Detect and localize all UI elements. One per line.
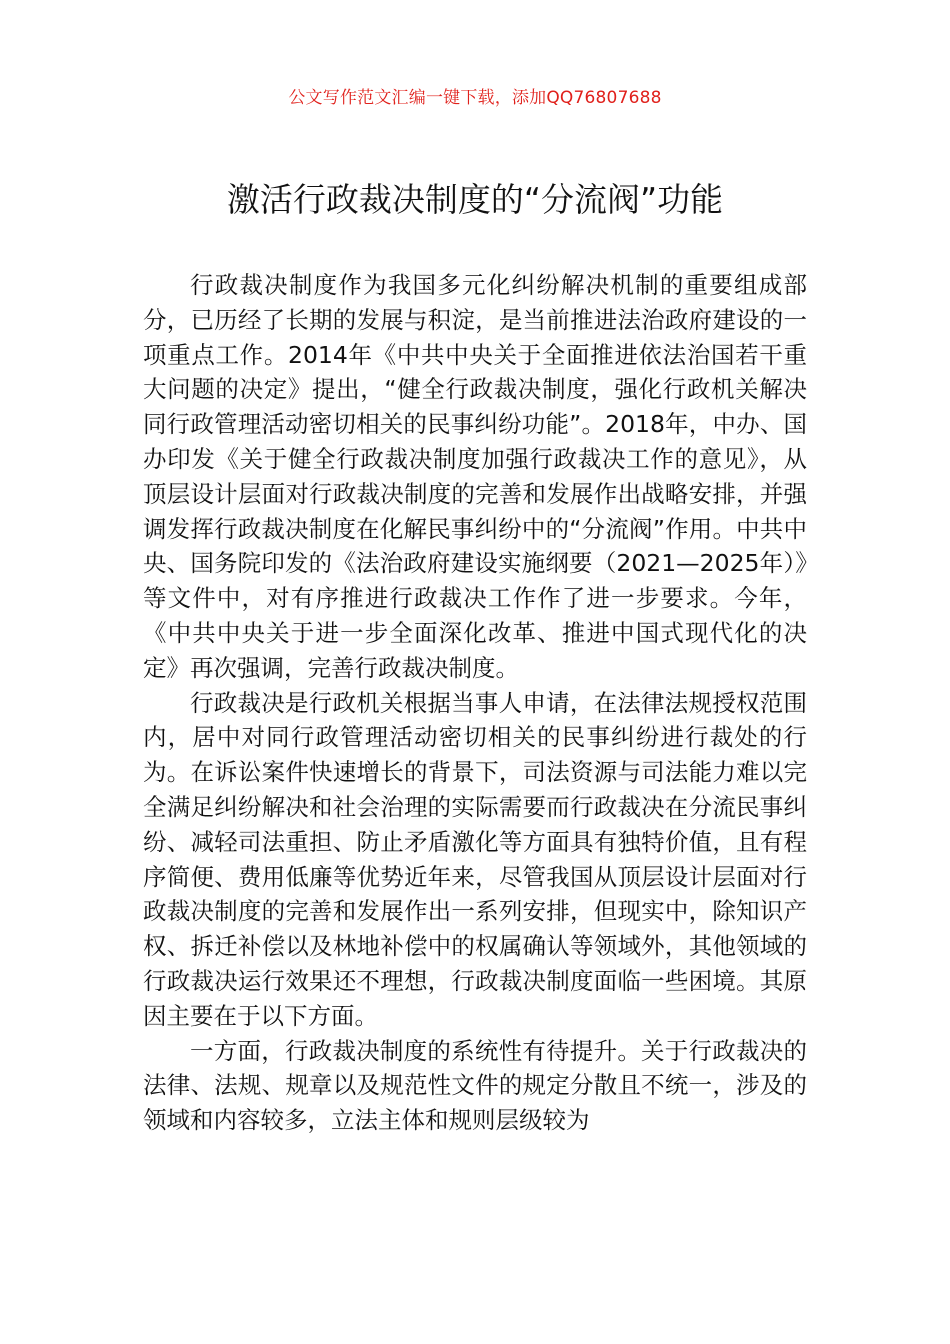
body-paragraph-1: 行政裁决制度作为我国多元化纠纷解决机制的重要组成部分，已历经了长期的发展与积淀，是当前推进法治政府建设的一项重点工作。2014年《中共中央关于全面推进依法治国若干重大问题的决定》提出，“健全行政裁决制度，强化行政机关解决同行政管理活动密切相关的民事纠纷功能”。2018年，中办、国办印发《关于健全行政裁决制度加强行政裁决工作的意见》，从顶层设计层面对行政裁决制度的完善和发展作出战略安排，并强调发挥行政裁决制度在化解民事纠纷中的“分流阀”作用。中共中央、国务院印发的《法治政府建设实施纲要（2021—2025年）》等文件中，对有序推进行政裁决工作作了进一步要求。今年，《中共中央关于进一步全面深化改革、推进中国式现代化的决定》再次强调，完善行政裁决制度。 <box>143 271 807 682</box>
document-body <box>143 268 807 1138</box>
body-paragraph-3: 一方面，行政裁决制度的系统性有待提升。关于行政裁决的法律、法规、规章以及规范性文件的规定分散且不统一，涉及的领域和内容较多，立法主体和规则层级较为 <box>143 1036 807 1135</box>
document-title: 激活行政裁决制度的“分流阀”功能 <box>226 180 724 219</box>
body-paragraph-2: 行政裁决是行政机关根据当事人申请，在法律法规授权范围内，居中对同行政管理活动密切相关的民事纠纷进行裁处的行为。在诉讼案件快速增长的背景下，司法资源与司法能力难以完全满足纠纷解决和社会治理的实际需要而行政裁决在分流民事纠纷、减轻司法重担、防止矛盾激化等方面具有独特价值，且有程序简便、费用低廉等优势近年来，尽管我国从顶层设计层面对行政裁决制度的完善和发展作出一系列安排，但现实中，除知识产权、拆迁补偿以及林地补偿中的权属确认等领域外，其他领域的行政裁决运行效果还不理想，行政裁决制度面临一些困境。其原因主要在于以下方面。 <box>143 688 807 1030</box>
header-promo-text: 公文写作范文汇编一键下载，添加QQ76807688 <box>288 88 662 108</box>
